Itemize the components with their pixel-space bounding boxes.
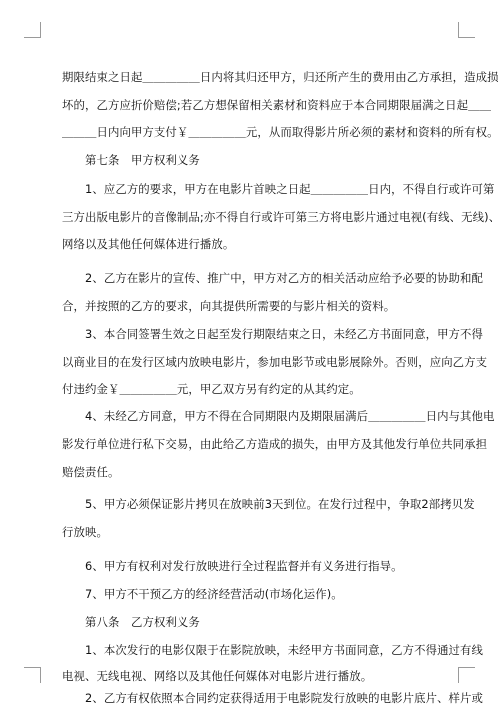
line-13: 4、未经乙方同意，甲方不得在合同期限内及期限届满后＿＿＿＿＿日内与其他电: [85, 409, 495, 423]
line-23: 2、乙方有权依照本合同约定获得适用于电影院发行放映的电影片底片、样片或: [85, 691, 484, 705]
crop-mark-top-right-horizontal: [458, 37, 475, 38]
crop-mark-top-left-vertical: [40, 22, 41, 38]
line-11: 以商业目的在发行区域内放映电影片，参加电影节或电影展除外。否则，应向乙方支: [62, 355, 488, 369]
section-heading-article-8: 第八条 乙方权利义务: [85, 615, 200, 629]
line-18: 6、甲方有权利对发行放映进行全过程监督并有义务进行指导。: [85, 559, 403, 573]
crop-mark-bottom-left-horizontal: [24, 667, 41, 668]
line-15: 赔偿责任。: [62, 465, 120, 479]
line-16: 5、甲方必须保证影片拷贝在放映前3天到位。在发行过程中，争取2部拷贝发: [85, 497, 475, 511]
crop-mark-bottom-left-vertical: [40, 667, 41, 683]
line-06: 三方出版电影片的音像制品;亦不得自行或许可第三方将电影片通过电视(有线、无线)、: [62, 210, 500, 224]
line-21: 1、本次发行的电影仅限于在影院放映，未经甲方书面同意，乙方不得通过有线: [85, 643, 484, 657]
line-09: 合，并按照的乙方的要求，向其提供所需要的与影片相关的资料。: [62, 299, 396, 313]
line-02: 坏的，乙方应折价赔偿;若乙方想保留相关素材和资料应于本合同期限届满之日起＿＿: [62, 98, 492, 112]
line-10: 3、本合同签署生效之日起至发行期限结束之日，未经乙方书面同意，甲方不得: [85, 327, 484, 341]
crop-mark-bottom-right-vertical: [458, 667, 459, 683]
line-17: 行放映。: [62, 525, 108, 539]
line-22: 电视、无线电视、网络以及其他任何媒体对电影片进行播放。: [62, 669, 373, 683]
crop-mark-bottom-right-horizontal: [458, 667, 475, 668]
line-08: 2、乙方在影片的宣传、推广中，甲方对乙方的相关活动应给予必要的协助和配: [85, 271, 484, 285]
crop-mark-top-right-vertical: [458, 22, 459, 38]
line-05: 1、应乙方的要求，甲方在电影片首映之日起＿＿＿＿＿日内，不得自行或许可第: [85, 182, 495, 196]
line-19: 7、甲方不干预乙方的经济经营活动(市场化运作)。: [85, 587, 343, 601]
section-heading-article-7: 第七条 甲方权利义务: [85, 153, 200, 167]
line-14: 影发行单位进行私下交易，由此给乙方造成的损失，由甲方及其他发行单位共同承担: [62, 437, 488, 451]
line-01: 期限结束之日起＿＿＿＿＿日内将其归还甲方，归还所产生的费用由乙方承担，造成损: [62, 70, 499, 84]
line-07: 网络以及其他任何媒体进行播放。: [62, 237, 235, 251]
line-03: ＿＿＿日内向甲方支付￥＿＿＿＿＿元，从而取得影片所必须的素材和资料的所有权。: [62, 125, 499, 139]
crop-mark-top-left-horizontal: [24, 37, 41, 38]
line-12: 付违约金￥＿＿＿＿＿元，甲乙双方另有约定的从其约定。: [62, 382, 361, 396]
